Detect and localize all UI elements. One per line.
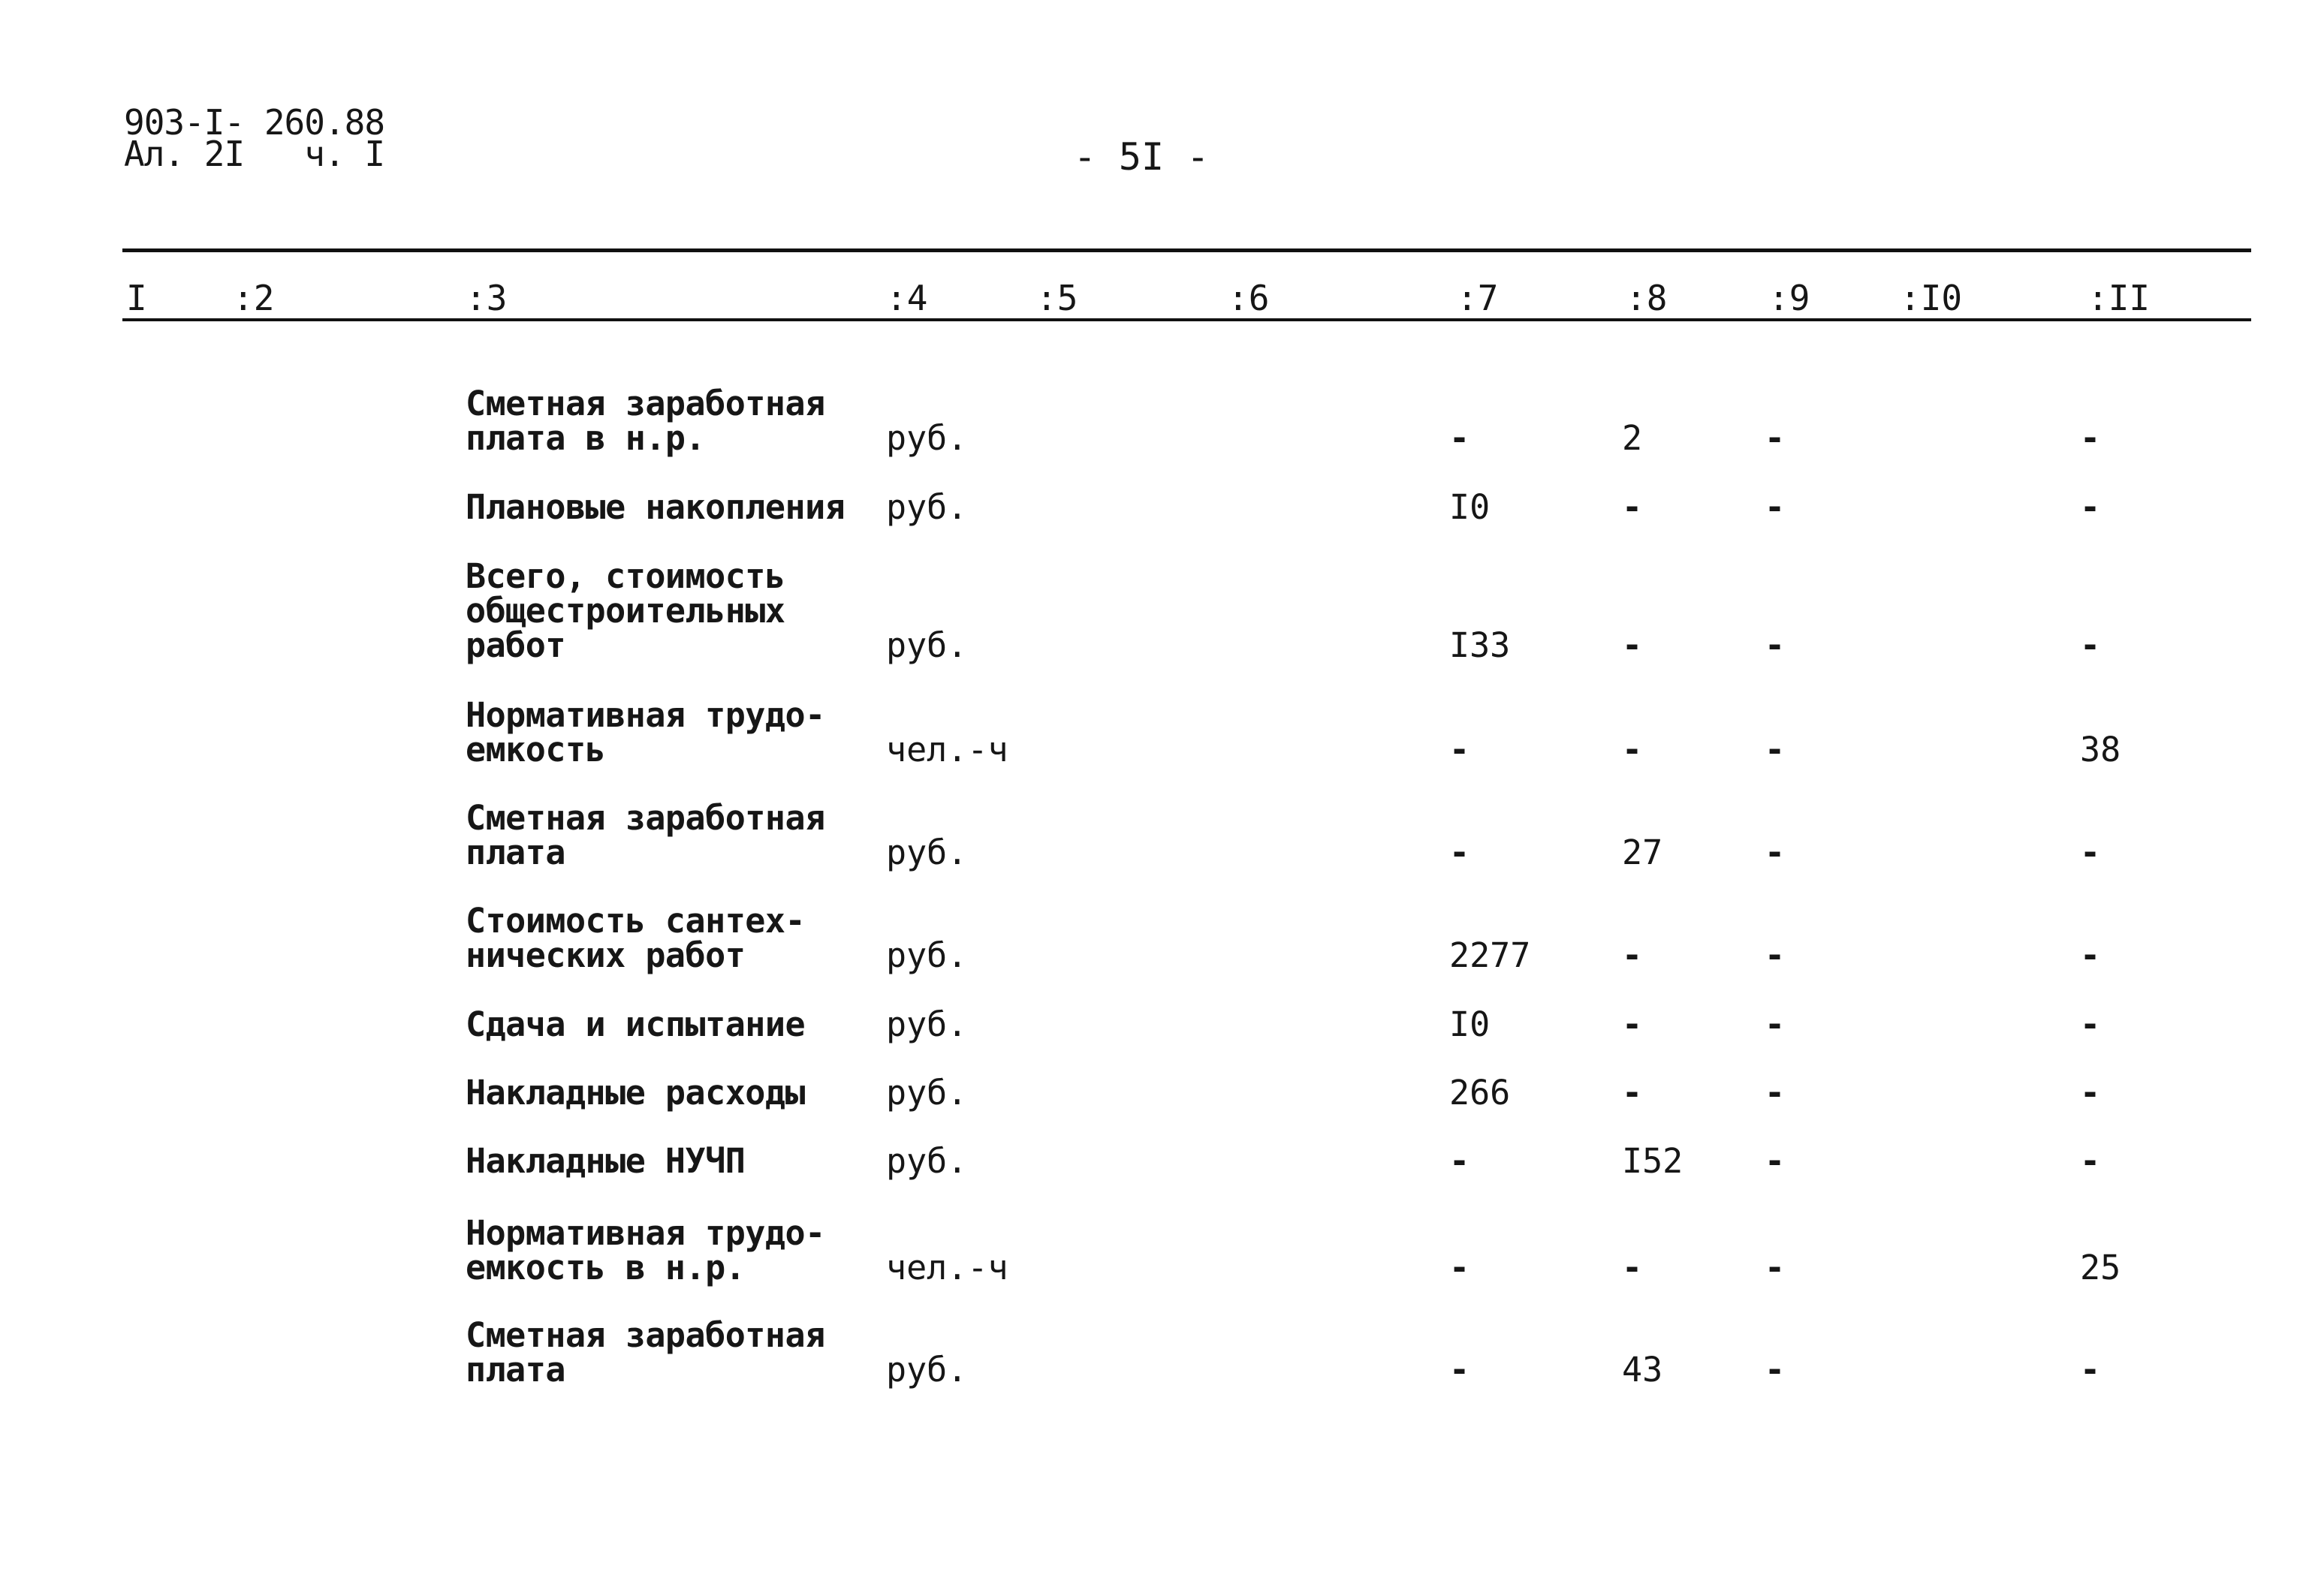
row-col8-value: - [1622,1248,1643,1287]
column-header-10: :I0 [1900,278,1963,318]
row-col11-value: - [2080,833,2101,872]
column-header-8: :8 [1626,278,1668,318]
row-item-name: Плановые накопления [466,487,846,527]
row-col8-value: - [1622,730,1643,769]
row-col8-value: 2 [1622,418,1643,458]
row-item-name: Всего, стоимость общестроительных работ [466,556,785,665]
row-col11-value: - [2080,1073,2101,1113]
row-col7-value: 266 [1449,1073,1511,1113]
row-col7-value: - [1449,1141,1470,1181]
column-header-3: :3 [466,278,508,318]
row-col8-value: I52 [1622,1141,1684,1181]
column-header-4: :4 [886,278,928,318]
row-col7-value: - [1449,833,1470,872]
row-col7-value: - [1449,1350,1470,1390]
row-col11-value: 25 [2080,1248,2121,1287]
column-header-6: :6 [1228,278,1270,318]
row-col8-value: - [1622,1073,1643,1113]
column-header-7: :7 [1457,278,1499,318]
row-col11-value: - [2080,935,2101,975]
column-header-2: :2 [233,278,275,318]
row-unit: чел.-ч [886,730,1008,769]
row-col8-value: - [1622,1004,1643,1044]
row-item-name: Нормативная трудо- емкость [466,695,825,769]
row-unit: руб. [886,1004,968,1044]
row-unit: чел.-ч [886,1248,1008,1287]
row-item-name: Стоимость сантех- нических работ [466,901,806,975]
column-header-1: I [126,278,147,318]
document-code-line2: Ал. 2I ч. I [124,134,385,174]
row-item-name: Сдача и испытание [466,1004,806,1044]
row-col7-value: - [1449,1248,1470,1287]
row-unit: руб. [886,935,968,975]
row-col9-value: - [1765,1004,1786,1044]
row-col9-value: - [1765,1248,1786,1287]
row-col9-value: - [1765,1141,1786,1181]
row-item-name: Сметная заработная плата [466,1315,825,1390]
row-col9-value: - [1765,1073,1786,1113]
row-col8-value: - [1622,487,1643,527]
row-col7-value: I33 [1449,625,1511,665]
page-number: - 5I - [1073,135,1210,179]
row-col11-value: - [2080,1350,2101,1390]
row-col7-value: - [1449,418,1470,458]
row-col8-value: - [1622,625,1643,665]
row-item-name: Накладные расходы [466,1073,806,1113]
row-item-name: Нормативная трудо- емкость в н.р. [466,1213,825,1287]
row-unit: руб. [886,625,968,665]
row-item-name: Накладные НУЧП [466,1141,746,1181]
row-col8-value: 43 [1622,1350,1663,1390]
row-col8-value: - [1622,935,1643,975]
row-col9-value: - [1765,625,1786,665]
row-unit: руб. [886,833,968,872]
row-col11-value: 38 [2080,730,2121,769]
table-header-rule [122,318,2251,321]
row-col9-value: - [1765,1350,1786,1390]
row-unit: руб. [886,1350,968,1390]
row-col11-value: - [2080,625,2101,665]
row-col9-value: - [1765,935,1786,975]
table-top-rule [122,248,2251,252]
row-col11-value: - [2080,487,2101,527]
row-col11-value: - [2080,418,2101,458]
row-item-name: Сметная заработная плата [466,798,825,872]
document-code-line1: 903-I- 260.88 [124,102,385,143]
row-col9-value: - [1765,730,1786,769]
row-unit: руб. [886,1073,968,1113]
row-col7-value: 2277 [1449,935,1531,975]
column-header-9: :9 [1768,278,1810,318]
row-unit: руб. [886,1141,968,1181]
row-col11-value: - [2080,1004,2101,1044]
row-unit: руб. [886,418,968,458]
row-col7-value: - [1449,730,1470,769]
row-col7-value: I0 [1449,1004,1491,1044]
document-code [124,102,385,174]
row-col9-value: - [1765,487,1786,527]
row-col11-value: - [2080,1141,2101,1181]
column-header-11: :II [2087,278,2151,318]
row-col7-value: I0 [1449,487,1491,527]
row-unit: руб. [886,487,968,527]
row-item-name: Сметная заработная плата в н.р. [466,384,825,458]
column-header-5: :5 [1036,278,1078,318]
row-col9-value: - [1765,833,1786,872]
row-col8-value: 27 [1622,833,1663,872]
row-col9-value: - [1765,418,1786,458]
